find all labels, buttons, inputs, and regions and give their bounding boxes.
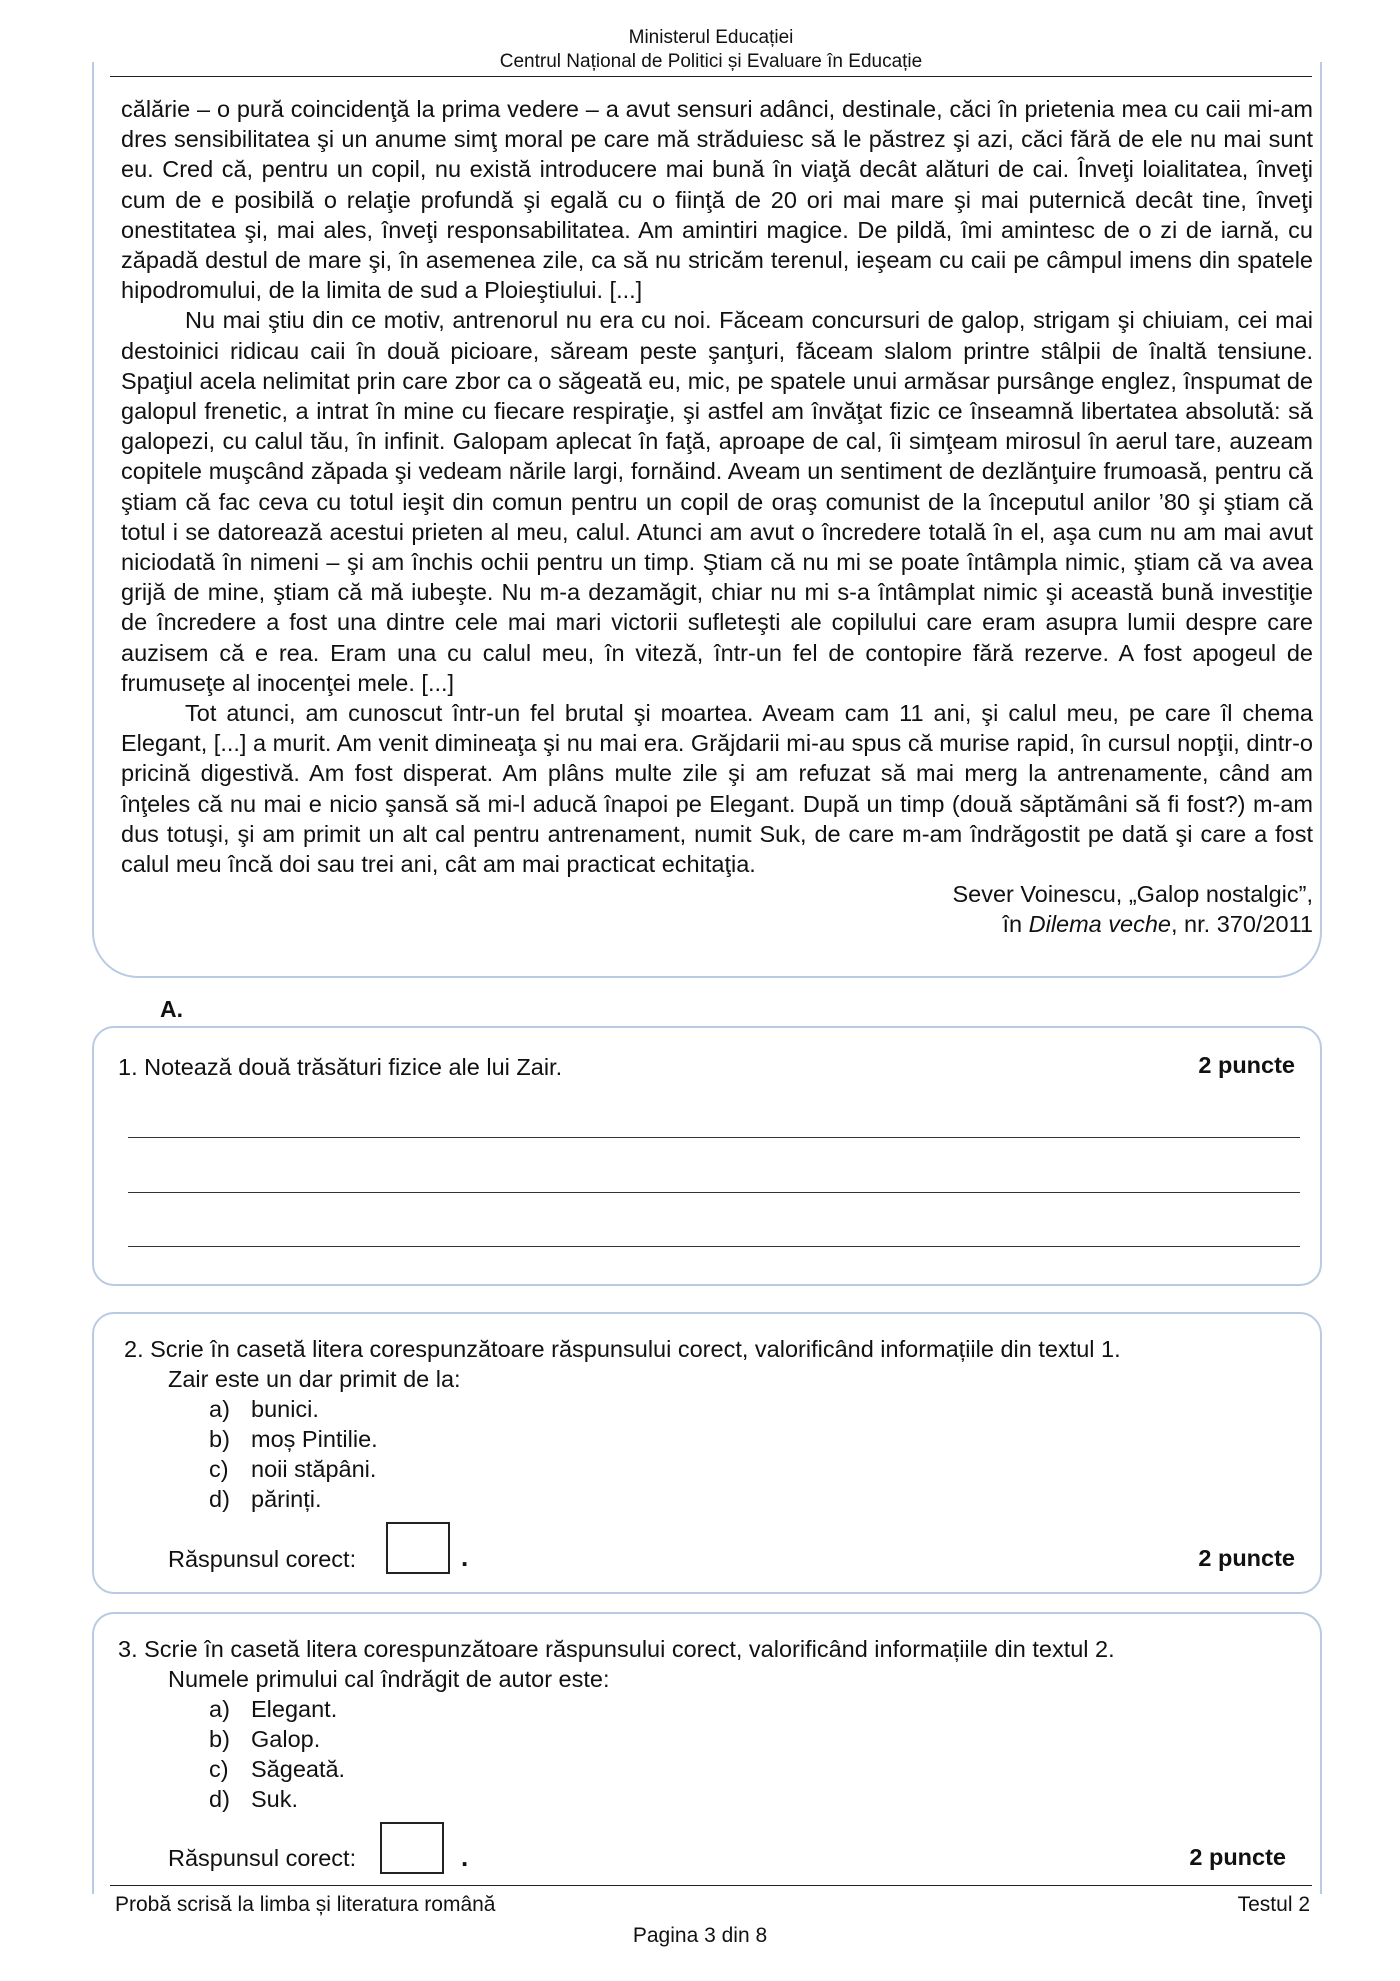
section-letter: A. <box>160 996 183 1022</box>
option-d: d) părinți. <box>209 1486 322 1512</box>
source-author: Sever Voinescu, „Galop nostalgic”, <box>952 881 1313 908</box>
answer-line-3[interactable] <box>128 1246 1300 1247</box>
question-2-prompt: Zair este un dar primit de la: <box>168 1366 461 1392</box>
option-a: a) bunici. <box>209 1396 319 1422</box>
footer-test-number: Testul 2 <box>1237 1893 1310 1916</box>
footer-divider <box>110 1885 1312 1886</box>
option-b: b) Galop. <box>209 1726 321 1752</box>
option-a: a) Elegant. <box>209 1696 338 1722</box>
question-3-prompt: Numele primului cal îndrăgit de autor este: <box>168 1666 610 1692</box>
text-paragraph-2: Nu mai ştiu din ce motiv, antrenorul nu era cu noi. Făceam concursuri de galop, strigam şi chiuiam, cei mai destoinici ridicau caii în două picioare, săream peste şanţuri, făceam slalom printre stâlpii de înaltă tensiune. Spaţiul acela nelimitat prin care zbor ca o săgeată eu, mic, pe spatele unui armăsar pursânge englez, înspumat de galopul frenetic, a intrat în mine cu fiecare respiraţie, şi astfel am învăţat fizic ce înseamnă libertatea absolută: să galopezi, cu calul tău, în infinit. Galopam aplecat în faţă, aproape de cal, îi simţeam mirosul în aerul tare, auzeam copitele muşcând zăpada şi vedeam nările largi, fornăind. Aveam un sentiment de dezlănţuire frumoasă, pentru că ştiam că fac ceva cu totul ieşit din comun pentru un copil de oraş comunist de la începutul anilor ’80 şi ştiam că totul i se datorează acestui prieten al meu, calul. Atunci am avut o încredere totală în el, aşa cum nu am mai avut niciodată în nimeni – şi am închis ochii pentru un timp. Ştiam că nu mi se poate întâmpla nimic, ştiam că va avea grijă de mine, ştiam că mă iubeşte. Nu m-a dezamăgit, chiar nu mi s-a întâmplat nimic şi această bună investiţie de încredere a fost una dintre cele mai mari victorii sufleteşti ale copilului care eram asupra lumii despre care auzisem că e rea. Eram una cu calul meu, în viteză, într-un fel de contopire fără rezerve. A fost apogeul de frumuseţe al inocenţei mele. [...] <box>121 307 1313 696</box>
answer-label: Răspunsul corect: <box>168 1845 357 1871</box>
text-paragraph-3: Tot atunci, am cunoscut într-un fel brutal şi moartea. Aveam cam 11 ani, şi calul meu, pe care îl chema Elegant, [...] a murit. Am venit dimineaţa şi nu mai era. Grăjdarii mi-au spus că murise rapid, în cursul nopţii, dintr-o pricină digestivă. Am fost disperat. Am plâns multe zile şi am refuzat să mai merg la antrenamente, când am înţeles că nu mai e nicio şansă să mi-l aducă înapoi pe Elegant. După un timp (două săptămâni să fi fost?) m-am dus totuşi, şi am primit un alt cal pentru antrenament, numit Suk, de care m-am îndrăgostit pe dată şi care a fost calul meu încă doi sau trei ani, cât am mai practicat echitaţia. <box>121 700 1313 878</box>
answer-box[interactable] <box>380 1822 444 1874</box>
reading-text <box>121 94 1313 940</box>
option-c: c) Săgeată. <box>209 1756 346 1782</box>
answer-line-1[interactable] <box>128 1137 1300 1138</box>
answer-box[interactable] <box>386 1522 450 1574</box>
footer-page-number: Pagina 3 din 8 <box>632 1924 768 1947</box>
header-center: Centrul Național de Politici și Evaluare în Educație <box>499 51 923 72</box>
footer-exam-title: Probă scrisă la limba și literatura română <box>115 1893 496 1916</box>
answer-label: Răspunsul corect: <box>168 1546 357 1572</box>
text-paragraph-1: călărie – o pură coincidenţă la prima vedere – a avut sensuri adânci, destinale, căci în prietenia mea cu caii mi-am dres sensibilitatea şi un anume simţ moral pe care mă străduiesc să le păstrez şi azi, căci fără de ele nu mai sunt eu. Cred că, pentru un copil, nu există introducere mai bună în viaţă decât alături de cai. Înveţi loialitatea, înveţi cum de e posibilă o relaţie profundă şi egală cu o fiinţă de 20 ori mai mare şi mai puternică decât tine, înveţi onestitatea şi, mai ales, înveţi responsabilitatea. Am amintiri magice. De pildă, îmi amintesc de o zi de iarnă, cu zăpadă destul de mare şi, în asemenea zile, ca să nu stricăm terenul, ieşeam cu caii pe câmpul imens din spatele hipodromului, de la limita de sud a Ploieştiului. [...] <box>121 96 1313 304</box>
publication-title: Dilema veche <box>1028 911 1171 938</box>
question-2-points: 2 puncte <box>1198 1545 1295 1571</box>
source-publication: în Dilema veche, nr. 370/2011 <box>1002 911 1313 938</box>
option-b: b) moș Pintilie. <box>209 1426 378 1452</box>
answer-period: . <box>461 1542 469 1572</box>
answer-line-2[interactable] <box>128 1192 1300 1193</box>
header-ministry: Ministerul Educației <box>628 27 794 48</box>
option-d: d) Suk. <box>209 1786 299 1812</box>
question-2-text: 2. Scrie în casetă litera corespunzătoare răspunsului corect, valorificând informațiile din textul 1. <box>124 1336 1121 1362</box>
option-c: c) noii stăpâni. <box>209 1456 377 1482</box>
answer-period: . <box>461 1842 469 1872</box>
question-1-text: 1. Notează două trăsături fizice ale lui Zair. <box>118 1054 563 1080</box>
question-3-text: 3. Scrie în casetă litera corespunzătoare răspunsului corect, valorificând informațiile din textul 2. <box>118 1636 1115 1662</box>
question-1-points: 2 puncte <box>1198 1052 1295 1078</box>
question-3-points: 2 puncte <box>1189 1844 1286 1870</box>
